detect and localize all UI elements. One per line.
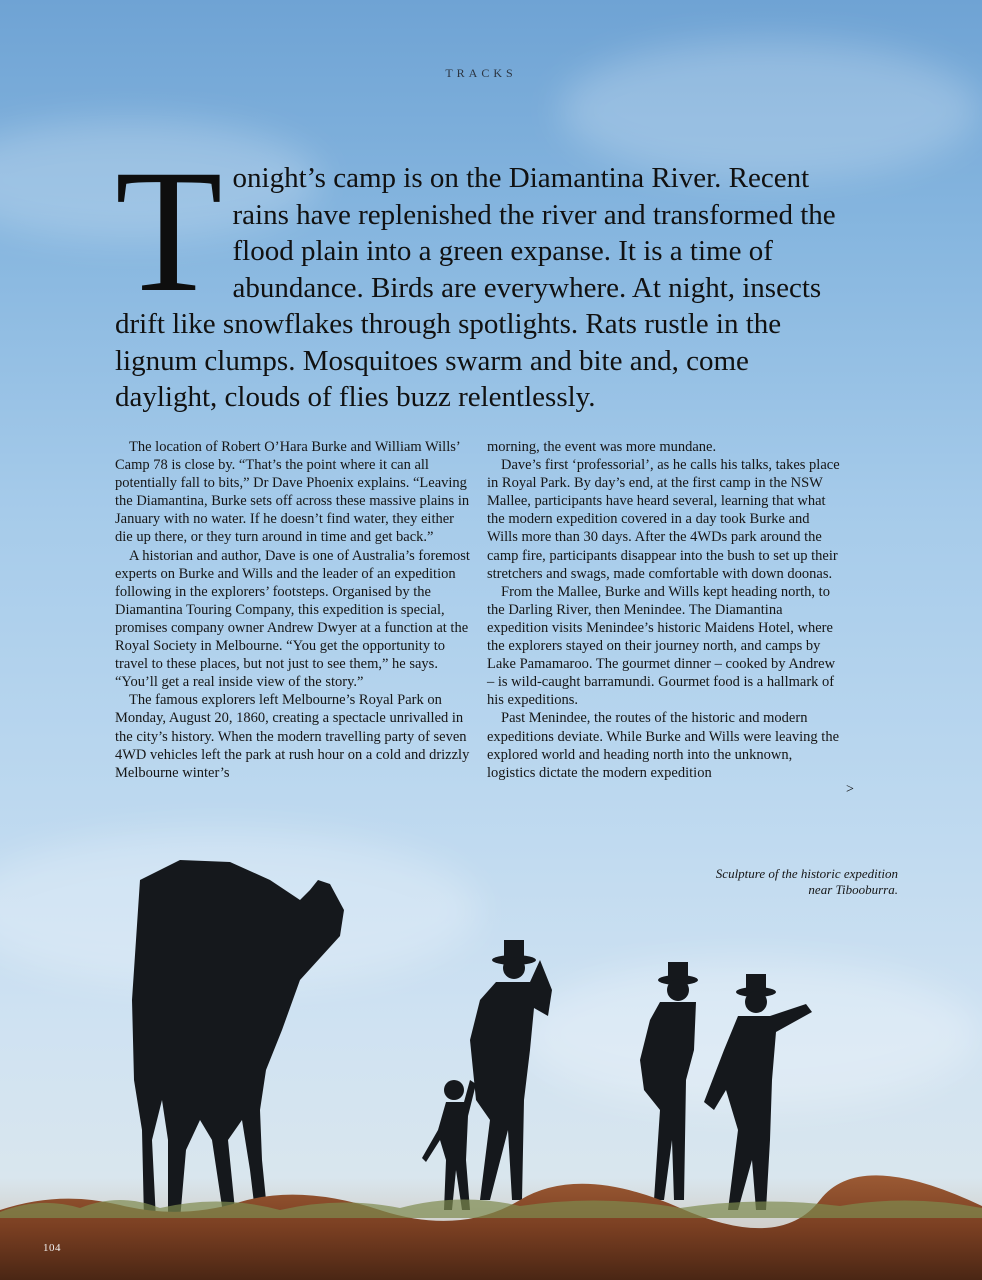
body-paragraph: Past Menindee, the routes of the historic and modern expeditions deviate. While Burke and Wills were leaving the explored world and heading north into the unknown, logistics dictate the modern expedition bbox=[487, 710, 840, 781]
body-paragraph: morning, the event was more mundane. bbox=[487, 439, 717, 455]
drop-cap: T bbox=[115, 134, 223, 329]
explorer-figure-pointing bbox=[704, 974, 812, 1210]
sculpture-silhouette-photo bbox=[0, 840, 982, 1280]
section-label: TRACKS bbox=[445, 66, 517, 80]
body-paragraph: From the Mallee, Burke and Wills kept heading north, to the Darling River, then Menindee. The Diamantina expedition visits Menindee’s historic Maidens Hotel, where the explorers stayed on their journey north, and camps by Lake Pamamaroo. The gourmet dinner – cooked by Andrew – is wild-caught barramundi. Gourmet food is a hallmark of his expeditions. bbox=[487, 583, 836, 709]
explorer-figure-saluting bbox=[470, 940, 552, 1200]
body-paragraph: The famous explorers left Melbourne’s Royal Park on Monday, August 20, 1860, creating a spectacle unrivalled in the city’s history. When the modern travelling party of seven 4WD vehicles left the park at rush hour on a cold and drizzly Melbourne winter’s bbox=[115, 692, 470, 781]
intro-text: onight’s camp is on the Diamantina River. Recent rains have replenished the river and transformed the flood plain into a green expanse. It is a time of abundance. Birds are everywhere. At night, insects drift like snowflakes through spotlights. Rats rustle in the lignum clumps. Mosquitoes swarm and bite and, come daylight, clouds of flies buzz relentlessly. bbox=[115, 162, 836, 413]
sky-cloud bbox=[560, 40, 980, 180]
page-number: 104 bbox=[43, 1242, 61, 1254]
explorer-figure-small bbox=[422, 1080, 476, 1210]
intro-paragraph bbox=[115, 134, 855, 416]
body-paragraph: The location of Robert O’Hara Burke and William Wills’ Camp 78 is close by. “That’s the point where it can all potentially fall to bits,” Dr Dave Phoenix explains. “Leaving the Diamantina, Burke sets off across these massive plains in January with no water. If he doesn’t find water, they either die up there, or they turn around in time and get back.” bbox=[115, 439, 470, 546]
explorer-figure-standing bbox=[640, 962, 698, 1200]
body-column-right bbox=[487, 438, 843, 782]
body-paragraph: Dave’s first ‘professorial’, as he calls his talks, takes place in Royal Park. By day’s end, at the first camp in the NSW Mallee, participants have heard several, learning that what the modern expedition covered in a day took Burke and Wills more than 30 days. After the 4WDs park around the camp fire, participants disappear into the bush to set up their stretchers and swags, made comfortable with down doonas. bbox=[487, 457, 840, 582]
body-paragraph: A historian and author, Dave is one of Australia’s foremost experts on Burke and Wills and the leader of an expedition following in the explorers’ footsteps. Organised by the Diamantina Touring Company, this expedition is special, promises company owner Andrew Dwyer at a function at the Royal Society in Melbourne. “You get the opportunity to travel to these places, but not just to see them,” he says. “You’ll get a real inside view of the story.” bbox=[115, 547, 470, 691]
body-column-left bbox=[115, 438, 471, 782]
photo-caption: Sculpture of the historic expedition near Tibooburra. bbox=[715, 866, 898, 897]
continue-arrow-icon[interactable]: > bbox=[846, 782, 854, 797]
camel-silhouette bbox=[132, 860, 344, 1220]
